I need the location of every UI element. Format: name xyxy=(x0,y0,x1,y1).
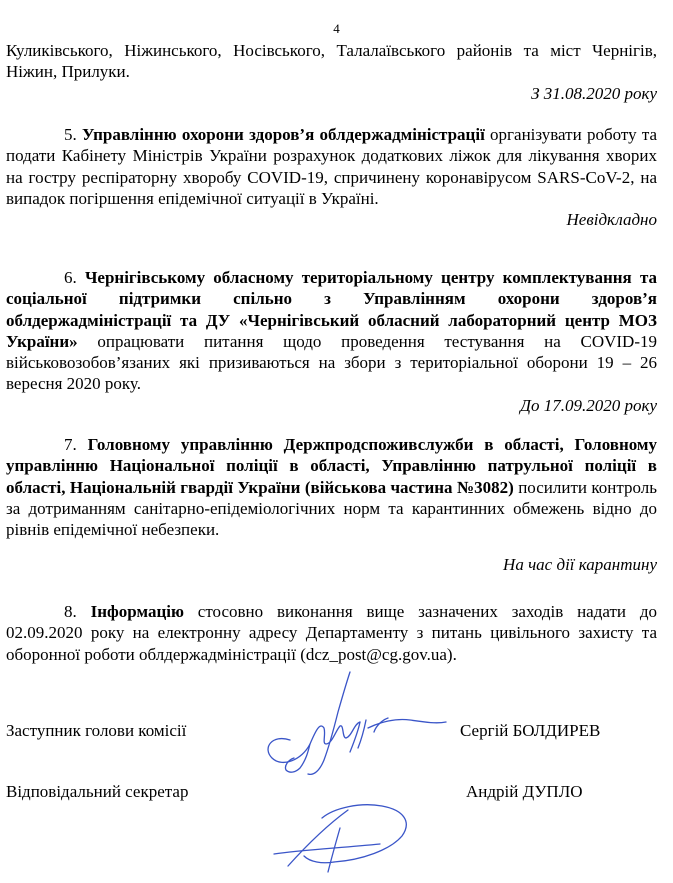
item-7-text xyxy=(6,434,657,540)
item-7-body: посилити контроль за дотриманням санітарно-епідеміологічних норм та карантинних обмежень відно до рівнів епідемічної небезпеки. xyxy=(6,477,657,540)
handwritten-signature-1 xyxy=(250,668,450,780)
intro-text: Куликівського, Ніжинського, Носівського, Талалаївського районів та міст Чернігів, Ніжин, Прилуки. xyxy=(6,41,657,82)
item-5-number: 5. xyxy=(64,125,77,144)
item-8-addressee: Інформацію xyxy=(90,602,184,621)
item-6-deadline: До 17.09.2020 року xyxy=(520,395,657,415)
item-6-text xyxy=(6,267,657,395)
item-6-addressee: Чернігівському обласному територіальному центру комплектування та соціальної підтримки спільно з Управлінням охорони здоров’я облдержадміністрації та ДУ «Чернігівський обласний лабораторний центр МОЗ України» xyxy=(6,268,657,351)
item-6-number: 6. xyxy=(64,268,77,287)
signatory-role: Заступник голови комісії xyxy=(6,721,187,740)
item-8-body: стосовно виконання вище зазначених заходів надати до 02.09.2020 року на електронну адресу Департаменту з питань цивільного захисту та оборонної роботи облдержадміністрації (dcz_post@cg.gov.ua). xyxy=(6,602,658,664)
signatory-role: Відповідальний секретар xyxy=(6,782,189,801)
item-7-addressee: Головному управлінню Держпродспоживслужби в області, Головному управлінню Національної поліції в області, Управлінню патрульної поліції в області, Національній гвардії України (військова частина №3082) xyxy=(6,435,657,497)
signatory-name: Андрій ДУПЛО xyxy=(466,782,583,801)
item-7-deadline: На час дії карантину xyxy=(503,555,657,575)
item-6 xyxy=(6,267,657,416)
item-8-text xyxy=(6,601,657,665)
handwritten-signature-2 xyxy=(270,800,420,880)
item-7-number: 7. xyxy=(64,435,77,454)
intro-block xyxy=(6,40,657,104)
item-5-text xyxy=(6,124,657,209)
item-5-body: організувати роботу та подати Кабінету Міністрів України розрахунок додаткових ліжок для лікування хворих на гостру респіраторну хворобу COVID-19, спричинену коронавірусом SARS-CoV-2, на випадок погіршення епідемічної ситуації в Україні. xyxy=(6,125,658,208)
item-8 xyxy=(6,601,657,665)
item-5-deadline: Невідкладно xyxy=(566,210,657,230)
item-8-number: 8. xyxy=(64,602,77,621)
item-5 xyxy=(6,124,657,230)
item-7 xyxy=(6,434,657,576)
item-5-addressee: Управлінню охорони здоров’я облдержадміністрації xyxy=(82,125,485,144)
page-number: 4 xyxy=(333,21,340,36)
item-6-body: опрацювати питання щодо проведення тестування на COVID-19 військовозобов’язаних які призиваються на збори з територіальної оборони 19 – 26 вересня 2020 року. xyxy=(6,331,657,394)
intro-deadline: З 31.08.2020 року xyxy=(531,83,657,103)
signatory-name: Сергій БОЛДИРЕВ xyxy=(460,721,601,740)
